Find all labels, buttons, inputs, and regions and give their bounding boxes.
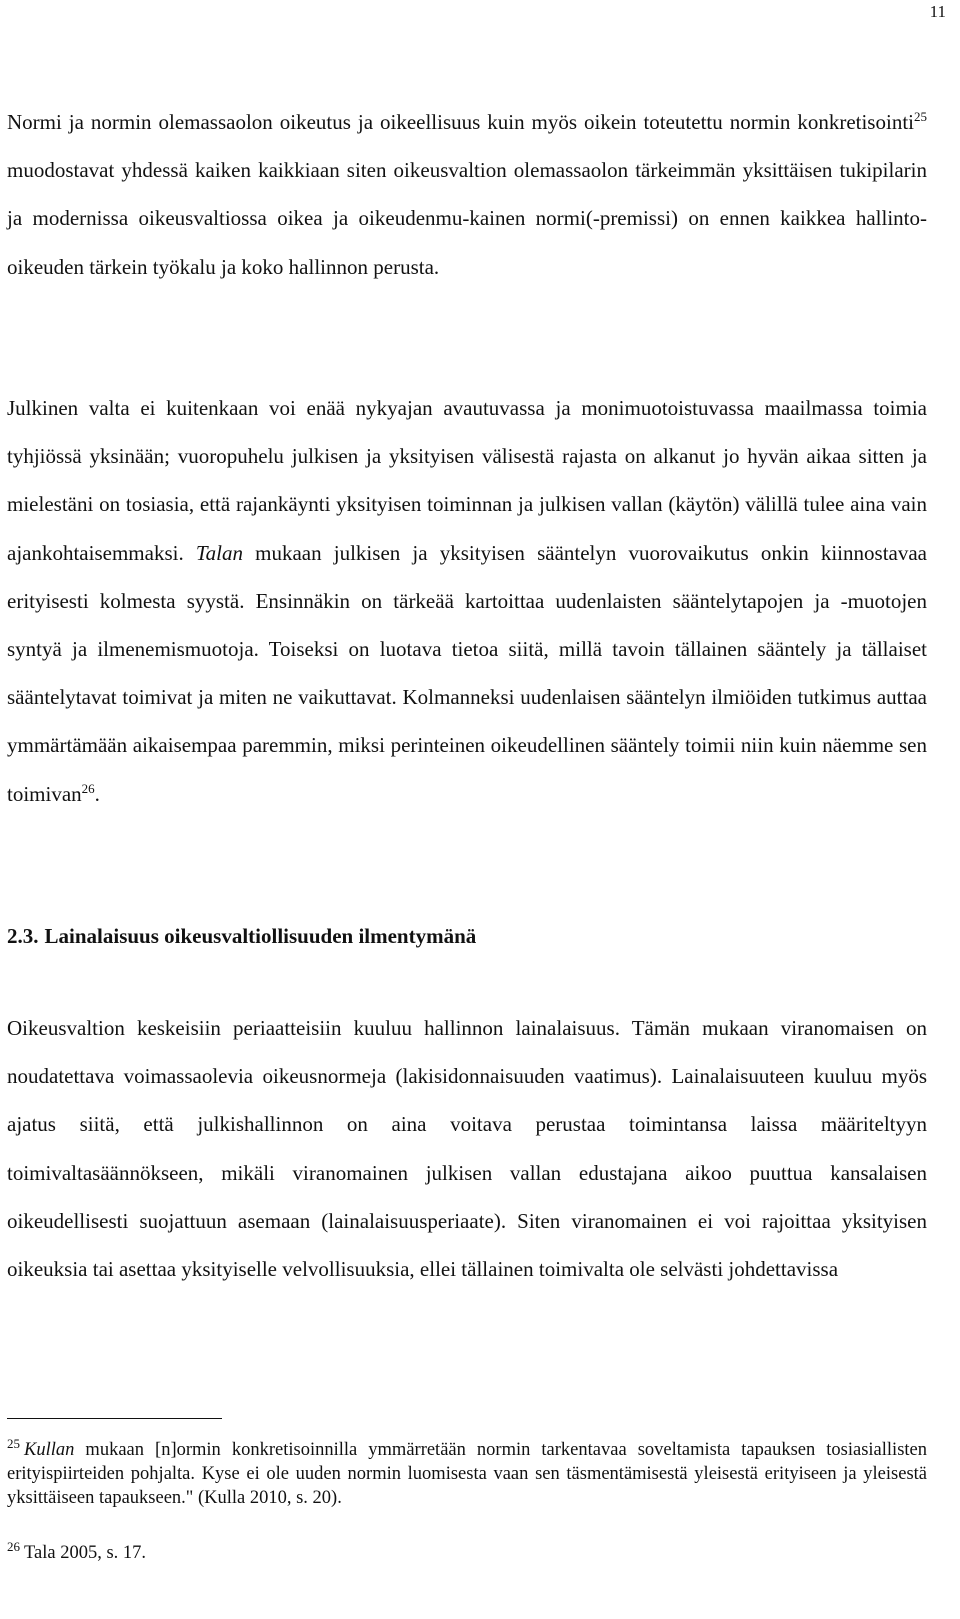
section-title: Lainalaisuus oikeusvaltiollisuuden ilmentymänä bbox=[44, 924, 477, 948]
footnote-25-author: Kullan bbox=[24, 1440, 75, 1460]
paragraph-1-text-end: muodostavat yhdessä kaiken kaikkiaan siten oikeusvaltion olemassaolon tärkeimmän yksittäisen tukipilarin ja modernissa oikeusvaltiossa oikea ja oikeudenmu-kainen normi(-premissi) on ennen kaikkea hallinto-oikeuden tärkein työkalu ja koko hallinnon perusta. bbox=[7, 158, 927, 279]
paragraph-2-end: . bbox=[94, 781, 100, 806]
section-number: 2.3. bbox=[7, 924, 39, 948]
paragraph-2-intro: Julkinen valta ei kuitenkaan voi enää nykyajan avautuvassa ja monimuotoistuvassa maailmassa toimia tyhjiössä yksinään; vuoropuhelu julkisen ja yksityisen välisestä rajasta on alkanut jo hyvän aikaa sitten ja mielestäni on tosiasia, että rajankäynti yksityisen toiminnan ja julkisen vallan (käytön) välillä tulee aina vain ajankohtaisemmaksi. bbox=[7, 396, 927, 565]
footnote-divider bbox=[7, 1418, 222, 1419]
paragraph-1-text-start: Normi ja normin olemassaolon oikeutus ja oikeellisuus kuin myös oikein toteutettu normin konkretisointi bbox=[7, 110, 914, 134]
paragraph-2 bbox=[7, 384, 927, 818]
footnote-ref-26[interactable]: 26 bbox=[81, 780, 95, 796]
footnote-25-mark: 25 bbox=[7, 1435, 20, 1451]
footnote-25-text: mukaan [n]ormin konkretisoinnilla ymmärretään normin tarkentavaa soveltamista tapauksen tosiasiallisten erityispiirteiden pohjalta. Kyse ei ole uuden normin luomisesta vaan sen täsmentämisestä yleisestä erityiseen ja yleisestä yksittäiseen tapaukseen." (Kulla 2010, s. 20). bbox=[7, 1440, 927, 1508]
footnote-26 bbox=[7, 1538, 927, 1565]
paragraph-2-rest: mukaan julkisen ja yksityisen sääntelyn vuorovaikutus onkin kiinnostavaa erityisesti kolmesta syystä. Ensinnäkin on tärkeää kartoittaa uudenlaisten sääntelytapojen ja -muotojen syntyä ja ilmenemismuotoja. Toiseksi on luotava tietoa siitä, millä tavoin tällainen sääntely ja tällaiset sääntelytavat toimivat ja miten ne vaikuttavat. Kolmanneksi uudenlaisen sääntelyn ilmiöiden tutkimus auttaa ymmärtämään aikaisempaa paremmin, miksi perinteinen oikeudellinen sääntely toimii niin kuin näemme sen toimivan bbox=[7, 540, 927, 806]
footnote-25 bbox=[7, 1435, 927, 1510]
footnote-26-text: Tala 2005, s. 17. bbox=[24, 1543, 147, 1563]
section-heading bbox=[7, 912, 476, 960]
paragraph-1 bbox=[7, 98, 927, 291]
footnote-26-mark: 26 bbox=[7, 1538, 20, 1554]
footnote-ref-25[interactable]: 25 bbox=[914, 109, 927, 124]
page-number: 11 bbox=[929, 2, 946, 21]
paragraph-3: Oikeusvaltion keskeisiin periaatteisiin kuuluu hallinnon lainalaisuus. Tämän mukaan viranomaisen on noudatettava voimassaolevia oikeusnormeja (lakisidonnaisuuden vaatimus). Lainalaisuuteen kuuluu myös ajatus siitä, että julkishallinnon on aina voitava perustaa toimintansa laissa määriteltyyn toimivaltasäännökseen, mikäli viranomainen julkisen vallan edustajana aikoo puuttua kansalaisen oikeudellisesti suojattuun asemaan (lainalaisuusperiaate). Siten viranomainen ei voi rajoittaa yksityisen oikeuksia tai asettaa yksityiselle velvollisuuksia, ellei tällainen toimivalta ole selvästi johdettavissa bbox=[7, 1016, 927, 1282]
paragraph-2-author: Talan bbox=[195, 540, 243, 565]
